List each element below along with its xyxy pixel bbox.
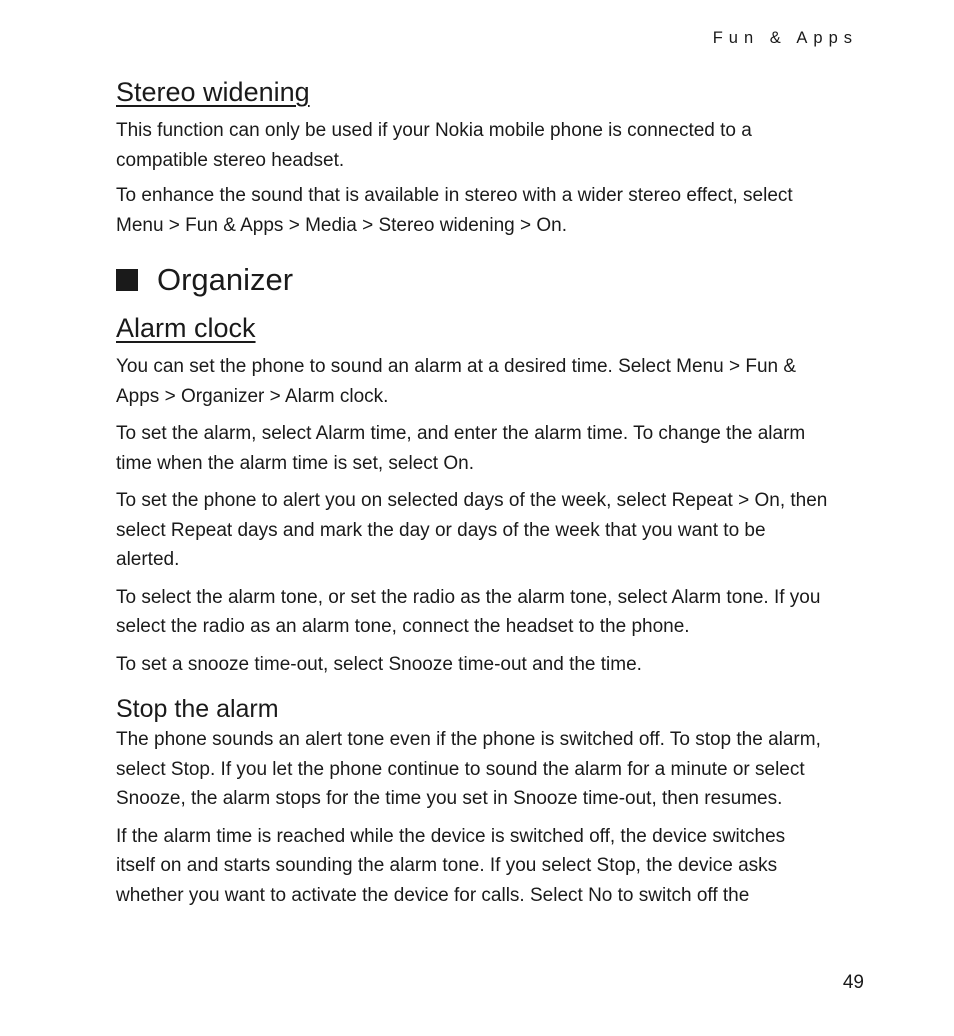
page-number: 49: [842, 972, 864, 993]
paragraph-alarm-4: To select the alarm tone, or set the radio as the alarm tone, select Alarm tone. If you select the radio as an alarm tone, connect the headset to the phone.: [116, 586, 821, 637]
heading-stop-the-alarm: Stop the alarm: [116, 695, 279, 723]
heading-alarm-clock: Alarm clock: [116, 313, 256, 343]
running-head: Fun & Apps: [712, 29, 858, 47]
paragraph-stereo-2: To enhance the sound that is available in stereo with a wider stereo effect, select Menu > Fun & Apps > Media > Stereo widening > On.: [116, 185, 793, 236]
paragraph-alarm-1: You can set the phone to sound an alarm at a desired time. Select Menu > Fun & Apps > Organizer > Alarm clock.: [116, 356, 797, 407]
heading-organizer-text: Organizer: [157, 262, 294, 297]
paragraph-alarm-3: To set the phone to alert you on selected days of the week, select Repeat > On, then select Repeat days and mark the day or days of the week that you want to be alerted.: [116, 490, 828, 570]
paragraph-alarm-2: To set the alarm, select Alarm time, and enter the alarm time. To change the alarm time when the alarm time is set, select On.: [116, 423, 806, 474]
paragraph-alarm-5: To set a snooze time-out, select Snooze time-out and the time.: [116, 653, 642, 675]
heading-organizer: [116, 260, 868, 300]
paragraph-stereo-1: This function can only be used if your Nokia mobile phone is connected to a compatible stereo headset.: [116, 120, 752, 171]
paragraph-stop-2: If the alarm time is reached while the device is switched off, the device switches itself on and starts sounding the alarm tone. If you select Stop, the device asks whether you want to activate the device for calls. Select No to switch off the: [116, 825, 786, 906]
paragraph-stop-1: The phone sounds an alert tone even if the phone is switched off. To stop the alarm, select Stop. If you let the phone continue to sound the alarm for a minute or select Snooze, the alarm stops for the time you set in Snooze time-out, then resumes.: [116, 729, 821, 809]
heading-stereo-widening: Stereo widening: [116, 77, 310, 107]
section-square-icon: [116, 269, 138, 291]
page-content: [116, 74, 868, 910]
